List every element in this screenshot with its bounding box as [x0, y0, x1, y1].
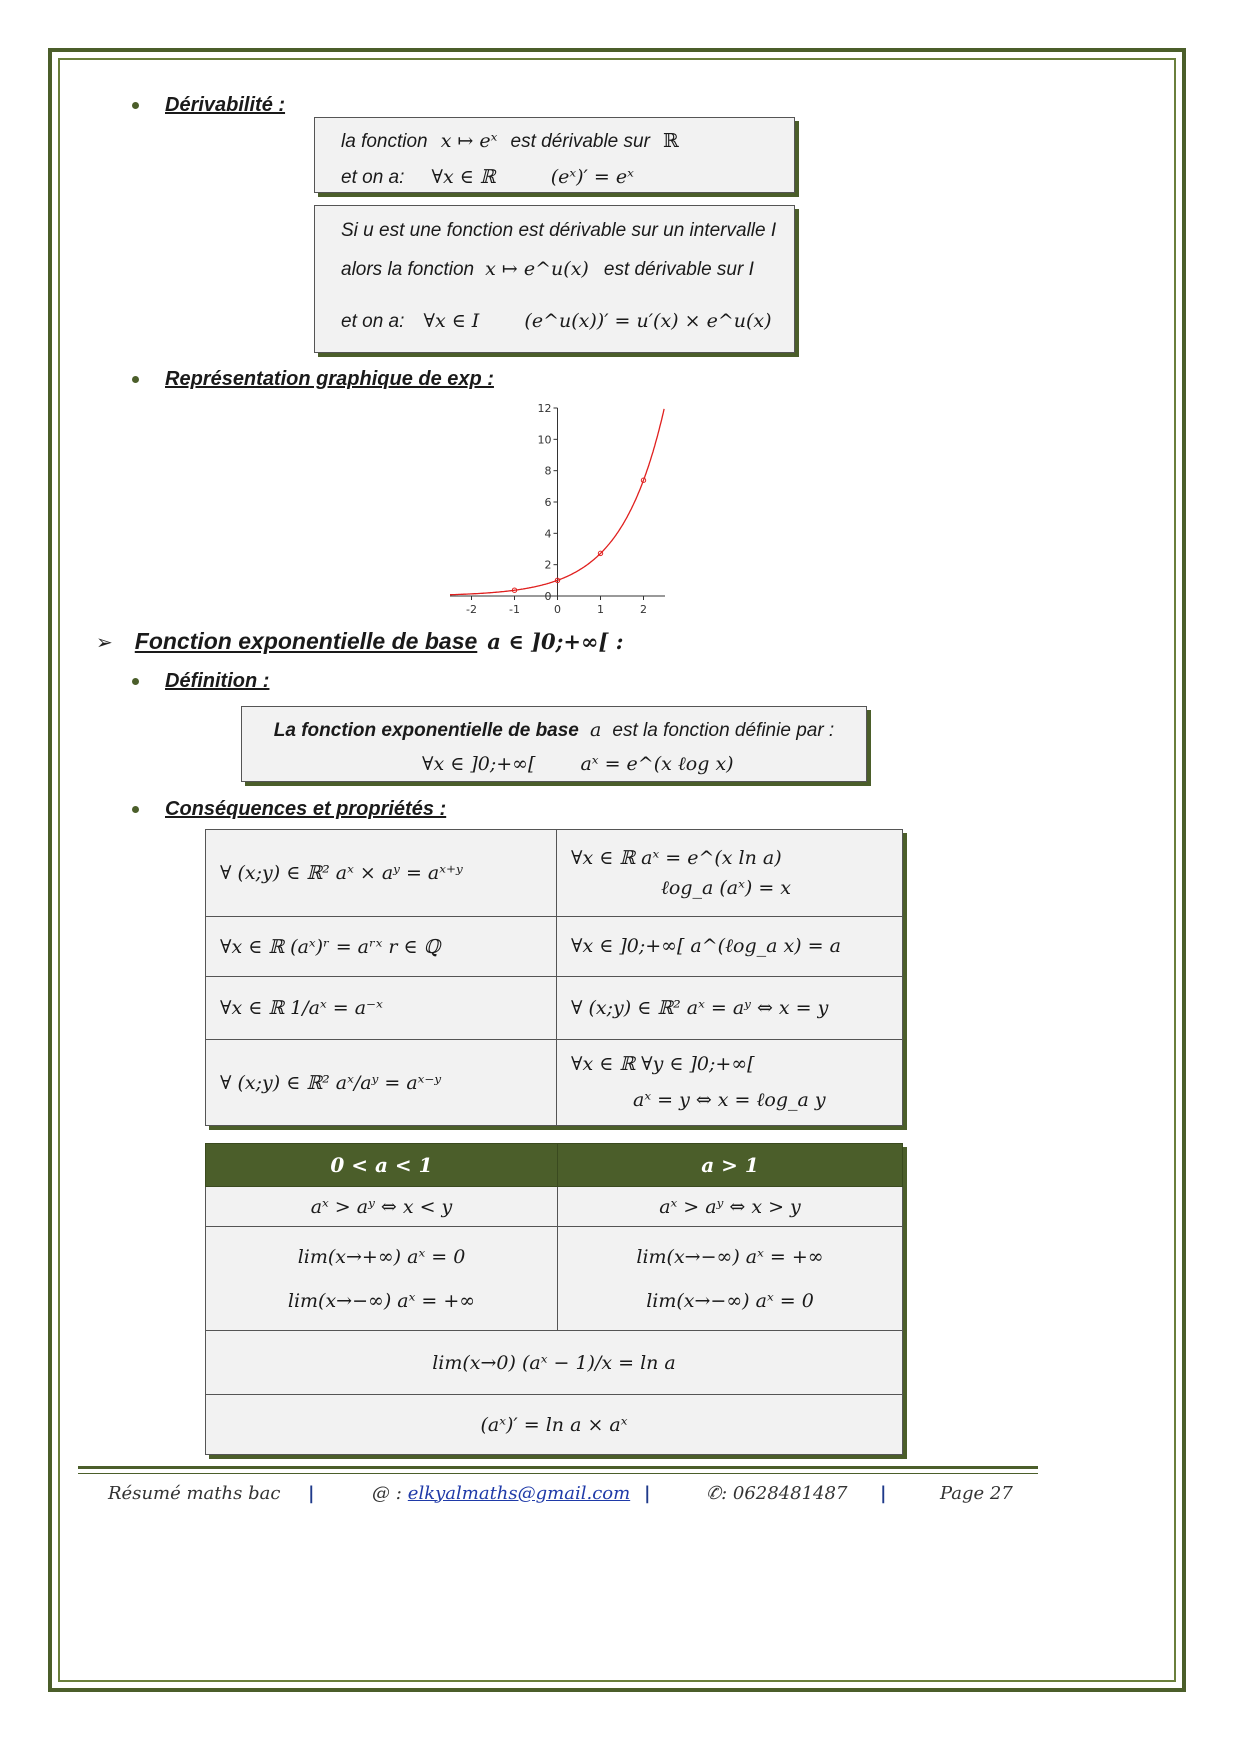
footer-title: Résumé maths bac: [108, 1482, 281, 1504]
math: ∀x ∈ ℝ: [431, 166, 496, 188]
text: La fonction exponentielle de base: [273, 720, 579, 741]
math: (e^u(x))′ = u′(x) × e^u(x): [524, 310, 772, 332]
math: ℝ: [663, 130, 679, 152]
section-title: Définition :: [165, 670, 270, 692]
section-title: Conséquences et propriétés :: [165, 798, 447, 820]
footer-separator: [880, 1478, 887, 1508]
text: est dérivable sur I: [603, 259, 754, 280]
math: ∀x ∈ ℝ aˣ = e^(x ln a): [571, 846, 782, 869]
table-cell: [557, 1040, 903, 1126]
footer-separator: [644, 1478, 651, 1508]
y-tick-label: 8: [544, 464, 552, 478]
math: aˣ = e^(x ℓog x): [580, 753, 734, 775]
separator: |: [644, 1482, 651, 1504]
table-cell: (aˣ)′ = ln a × aˣ: [206, 1395, 903, 1455]
y-tick-label: 2: [544, 558, 552, 572]
derivative-composite-box: [314, 205, 795, 353]
exp-graph: [430, 398, 680, 623]
section-definition: [132, 670, 269, 693]
math: lim(x→−∞) aˣ = +∞: [287, 1289, 476, 1312]
math: (eˣ)′ = eˣ: [550, 166, 634, 188]
y-tick-label: 6: [544, 496, 552, 509]
separator: |: [308, 1482, 315, 1504]
footer-rule: [78, 1473, 1038, 1474]
header-cell: 0 < a < 1: [206, 1144, 558, 1187]
separator: |: [880, 1482, 887, 1504]
table-row: [206, 917, 903, 977]
section-consequences: [132, 798, 446, 821]
table-header-row: [206, 1144, 903, 1187]
table-cell: ∀ (x;y) ∈ ℝ² aˣ × aʸ = aˣ⁺ʸ: [206, 830, 557, 917]
footer-rule: [78, 1466, 1038, 1469]
x-tick-label: 2: [640, 603, 647, 616]
footer-separator: [308, 1478, 315, 1508]
section-representation: [132, 368, 494, 391]
footer-phone: ✆: 0628481487: [706, 1482, 848, 1504]
bullet-icon: [132, 806, 139, 813]
section-title: Dérivabilité :: [165, 94, 286, 116]
math: aˣ = y ⇔ x = ℓog_a y: [633, 1089, 826, 1111]
math: a ∈ ]0;+∞[ :: [487, 629, 624, 654]
footer-email: [372, 1478, 630, 1508]
math: ∀x ∈ I: [423, 310, 480, 332]
table-cell: ∀ (x;y) ∈ ℝ² aˣ = aʸ ⇔ x = y: [557, 977, 903, 1040]
table-row: [206, 1040, 903, 1126]
table-row: [206, 1331, 903, 1395]
math: lim(x→+∞) aˣ = 0: [297, 1245, 466, 1268]
text: est dérivable sur: [510, 131, 650, 152]
table-row: [206, 830, 903, 917]
text: est la fonction définie par :: [612, 720, 835, 741]
table-cell: lim(x→0) (aˣ − 1)/x = ln a: [206, 1331, 903, 1395]
email-link[interactable]: elkyalmaths@gmail.com: [407, 1482, 631, 1504]
table-cell: [206, 1227, 558, 1331]
table-row: [206, 1187, 903, 1227]
table-cell: [557, 830, 903, 917]
math: ∀x ∈ ]0;+∞[: [422, 753, 536, 775]
definition-box: [241, 706, 867, 782]
properties-table: [205, 829, 903, 1126]
x-tick-label: 1: [597, 603, 604, 616]
header-cell: a > 1: [558, 1144, 903, 1187]
table-cell: ∀x ∈ ]0;+∞[ a^(ℓog_a x) = a: [557, 917, 903, 977]
y-tick-label: 0: [544, 590, 552, 603]
section-derivabilite: [132, 94, 285, 117]
email-label: @ :: [372, 1482, 402, 1504]
table-cell: aˣ > aʸ ⇔ x < y: [206, 1187, 558, 1227]
text: et on a:: [341, 311, 405, 332]
math: lim(x→−∞) aˣ = +∞: [636, 1245, 824, 1268]
math: a: [589, 719, 602, 741]
table-row: [206, 1227, 903, 1331]
bullet-icon: [132, 102, 139, 109]
section-title: Représentation graphique de exp :: [165, 368, 494, 390]
section-title: Fonction exponentielle de base: [134, 628, 478, 654]
y-tick-label: 12: [537, 402, 552, 415]
section-fonction-base: [96, 628, 623, 655]
y-tick-label: 4: [544, 527, 552, 541]
x-tick-label: 0: [554, 603, 561, 616]
text: Si u est une fonction est dérivable sur un intervalle I: [341, 220, 777, 241]
math: x ↦ e^u(x): [485, 258, 589, 280]
text: alors la fonction: [341, 259, 475, 280]
table-cell: [558, 1227, 903, 1331]
x-tick-label: -2: [466, 603, 477, 616]
x-tick-label: -1: [509, 603, 520, 616]
text: la fonction: [341, 131, 428, 152]
arrow-bullet-icon: ➢: [96, 629, 113, 654]
math: ∀x ∈ ℝ ∀y ∈ ]0;+∞[: [571, 1053, 755, 1075]
bullet-icon: [132, 376, 139, 383]
derivative-exp-box: [314, 117, 795, 193]
math: lim(x→−∞) aˣ = 0: [646, 1289, 814, 1312]
text: et on a:: [341, 167, 405, 188]
table-row: [206, 1395, 903, 1455]
table-cell: ∀x ∈ ℝ 1/aˣ = a⁻ˣ: [206, 977, 557, 1040]
math: x ↦ eˣ: [440, 130, 498, 152]
page-number: Page 27: [940, 1482, 1013, 1504]
table-cell: ∀ (x;y) ∈ ℝ² aˣ/aʸ = aˣ⁻ʸ: [206, 1040, 557, 1126]
table-cell: ∀x ∈ ℝ (aˣ)ʳ = aʳˣ r ∈ ℚ: [206, 917, 557, 977]
bullet-icon: [132, 678, 139, 685]
table-cell: aˣ > aʸ ⇔ x > y: [558, 1187, 903, 1227]
comparison-table: [205, 1143, 903, 1455]
y-tick-label: 10: [537, 433, 552, 447]
math: ℓog_a (aˣ) = x: [661, 876, 791, 899]
table-row: [206, 977, 903, 1040]
